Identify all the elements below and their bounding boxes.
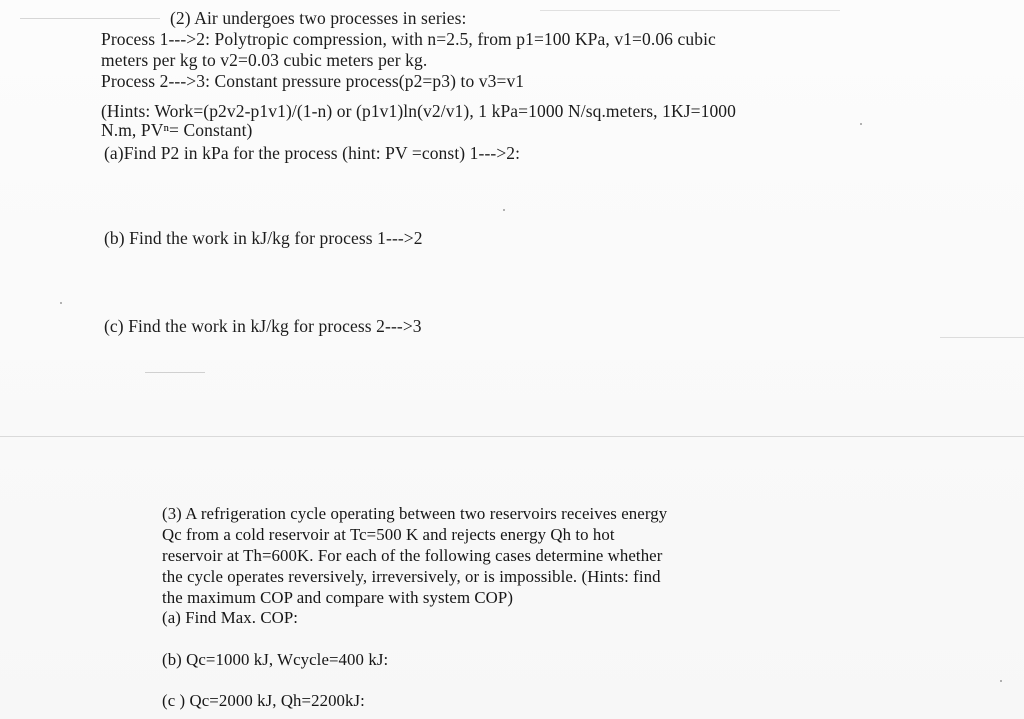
problem2-hints-line1: (Hints: Work=(p2v2-p1v1)/(1-n) or (p1v1)ln(v2/v1), 1 kPa=1000 N/sq.meters, 1KJ=1000 xyxy=(101,101,736,121)
problem3-line1: (3) A refrigeration cycle operating between two reservoirs receives energy xyxy=(162,504,668,523)
problem2-part-c: (c) Find the work in kJ/kg for process 2--->3 xyxy=(104,316,422,336)
scan-speck xyxy=(1000,680,1002,682)
scan-line-short xyxy=(145,372,205,373)
scan-speck xyxy=(60,302,62,304)
scan-line-middle xyxy=(0,436,1024,437)
problem2-part-b: (b) Find the work in kJ/kg for process 1--->2 xyxy=(104,228,423,248)
problem2-heading: (2) Air undergoes two processes in series: xyxy=(170,8,467,28)
problem2-hints-line2: N.m, PVⁿ= Constant) xyxy=(101,120,253,140)
scan-speck xyxy=(503,209,505,211)
problem3-part-c: (c ) Qc=2000 kJ, Qh=2200kJ: xyxy=(162,691,365,710)
problem2-process12-line2: meters per kg to v2=0.03 cubic meters per kg. xyxy=(101,50,428,70)
problem3-line3: reservoir at Th=600K. For each of the following cases determine whether xyxy=(162,546,663,565)
problem3-line2: Qc from a cold reservoir at Tc=500 K and rejects energy Qh to hot xyxy=(162,525,615,544)
scan-line-right xyxy=(940,337,1024,338)
scan-speck xyxy=(860,123,862,125)
problem3-part-a: (a) Find Max. COP: xyxy=(162,608,299,627)
scan-line-top xyxy=(20,18,160,19)
problem2-process23: Process 2--->3: Constant pressure process(p2=p3) to v3=v1 xyxy=(101,71,525,91)
problem3-line5: the maximum COP and compare with system COP) xyxy=(162,588,514,607)
scan-line-top-right xyxy=(540,10,840,11)
problem3-line4: the cycle operates reversively, irreversively, or is impossible. (Hints: find xyxy=(162,567,661,586)
problem2-process12-line1: Process 1--->2: Polytropic compression, with n=2.5, from p1=100 KPa, v1=0.06 cubic xyxy=(101,29,716,49)
problem2-part-a: (a)Find P2 in kPa for the process (hint: PV =const) 1--->2: xyxy=(104,143,521,163)
problem3-part-b: (b) Qc=1000 kJ, Wcycle=400 kJ: xyxy=(162,650,389,669)
